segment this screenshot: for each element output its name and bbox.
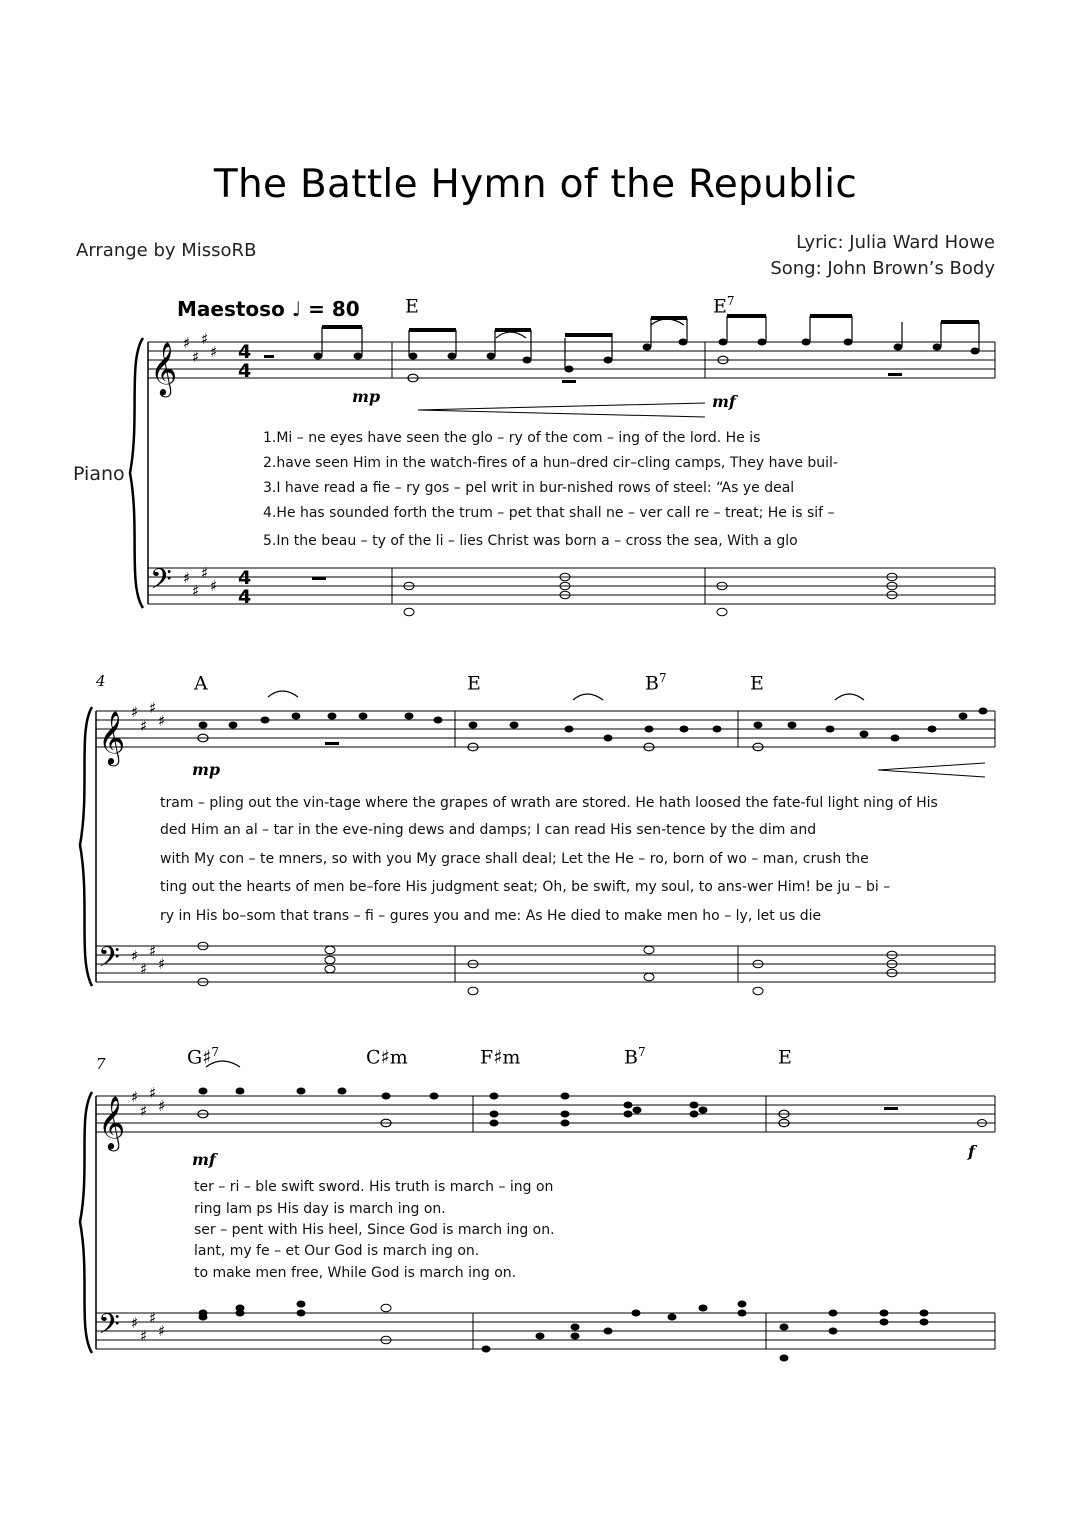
svg-text:♯: ♯ bbox=[158, 955, 166, 973]
svg-text:♯: ♯ bbox=[140, 1102, 148, 1120]
key-signature bbox=[131, 330, 220, 1345]
chord-symbol: E bbox=[778, 1046, 792, 1069]
half-notes bbox=[198, 356, 789, 1127]
staff-treble-system3 bbox=[96, 1096, 995, 1132]
svg-text:♯: ♯ bbox=[158, 1322, 166, 1340]
svg-text:♯: ♯ bbox=[131, 703, 139, 721]
chord-symbol: $E^7$ bbox=[713, 294, 735, 318]
lyric-line: 1.Mi – ne eyes have seen the glo – ry of the com – ing of the lord. He is bbox=[263, 430, 761, 446]
crescendo-hairpin bbox=[878, 763, 985, 777]
staff-bass-system2 bbox=[96, 946, 995, 982]
dynamic-marking: mf bbox=[192, 1150, 216, 1169]
chord-symbol: F♯m bbox=[480, 1046, 521, 1069]
svg-text:♯: ♯ bbox=[149, 942, 157, 960]
lyric-line: to make men free, While God is march ing on. bbox=[194, 1265, 517, 1281]
rests bbox=[264, 355, 902, 1110]
chord-symbol: E bbox=[750, 672, 764, 695]
measure-number: 4 bbox=[96, 672, 106, 690]
treble-clef-icon: 𝄞 bbox=[150, 341, 178, 395]
chord-symbol: E bbox=[467, 672, 481, 695]
bass-notes bbox=[198, 573, 929, 1361]
svg-text:♯: ♯ bbox=[131, 1088, 139, 1106]
svg-text:♯: ♯ bbox=[131, 947, 139, 965]
lyric-line: ser – pent with His heel, Since God is march ing on. bbox=[194, 1222, 555, 1238]
svg-text:♯: ♯ bbox=[131, 1314, 139, 1332]
svg-text:♯: ♯ bbox=[149, 699, 157, 717]
brace-icon bbox=[80, 1092, 92, 1353]
svg-text:4: 4 bbox=[238, 341, 252, 363]
staff-bass-system3 bbox=[96, 1313, 995, 1349]
svg-text:♯: ♯ bbox=[158, 712, 166, 730]
page-title: The Battle Hymn of the Republic bbox=[213, 162, 858, 207]
svg-text:♯: ♯ bbox=[149, 1309, 157, 1327]
dynamic-marking: mf bbox=[712, 392, 736, 411]
brace-icon bbox=[130, 338, 143, 608]
svg-text:♯: ♯ bbox=[210, 343, 218, 361]
crescendo-hairpin bbox=[418, 403, 705, 417]
lyric-line: lant, my fe – et Our God is march ing on. bbox=[194, 1243, 480, 1259]
staff-treble-system2 bbox=[96, 711, 995, 747]
dynamic-marking: mp bbox=[192, 760, 221, 779]
lyric-line: 4.He has sounded forth the trum – pet that shall ne – ver call re – treat; He is sif – bbox=[263, 505, 835, 521]
lyric-line: 3.I have read a fie – ry gos – pel writ in bur-nished rows of steel: “As ye deal bbox=[263, 480, 795, 496]
lyric-line: ded Him an al – tar in the eve-ning dews and damps; I can read His sen-tence by the dim and bbox=[160, 822, 817, 838]
dynamic-marking: f bbox=[968, 1142, 975, 1161]
chord-symbol: E bbox=[405, 295, 419, 318]
svg-text:♯: ♯ bbox=[140, 717, 148, 735]
svg-text:♯: ♯ bbox=[183, 569, 191, 587]
svg-text:♯: ♯ bbox=[201, 564, 209, 582]
chord-symbol: $B^7$ bbox=[645, 671, 667, 695]
chord-symbol: $B^7$ bbox=[624, 1045, 646, 1069]
brace-icon bbox=[80, 707, 92, 986]
bass-clef-icon: 𝄢 bbox=[98, 941, 120, 981]
svg-text:♯: ♯ bbox=[192, 348, 200, 366]
lyric-line: ting out the hearts of men be–fore His judgment seat; Oh, be swift, my soul, to ans-wer Him! be ju – bi – bbox=[160, 879, 891, 895]
staff-bass-system1 bbox=[148, 568, 995, 604]
svg-text:♯: ♯ bbox=[192, 582, 200, 600]
lyric-line: ring lam ps His day is march ing on. bbox=[194, 1201, 446, 1217]
chord-symbol: C♯m bbox=[366, 1046, 408, 1069]
svg-text:♯: ♯ bbox=[210, 577, 218, 595]
lyricist-credit: Lyric: Julia Ward Howe bbox=[796, 232, 995, 253]
lyric-line: tram – pling out the vin-tage where the grapes of wrath are stored. He hath loosed the fate-ful light ning of His bbox=[160, 795, 938, 811]
dynamic-marking: mp bbox=[352, 387, 381, 406]
bass-clef-icon: 𝄢 bbox=[98, 1308, 120, 1348]
lyric-line: 5.In the beau – ty of the li – lies Christ was born a – cross the sea, With a glo bbox=[263, 533, 798, 549]
lyric-line: ter – ri – ble swift sword. His truth is march – ing on bbox=[194, 1179, 554, 1195]
treble-clef-icon: 𝄞 bbox=[98, 1095, 126, 1149]
svg-text:♯: ♯ bbox=[149, 1084, 157, 1102]
svg-text:♯: ♯ bbox=[158, 1097, 166, 1115]
song-credit: Song: John Brown’s Body bbox=[770, 258, 995, 279]
treble-notes bbox=[199, 339, 988, 1127]
lyric-line: ry in His bo–som that trans – fi – gures you and me: As He died to make men ho – ly, let us die bbox=[160, 908, 822, 924]
svg-text:4: 4 bbox=[238, 360, 252, 382]
instrument-label: Piano bbox=[73, 463, 125, 485]
svg-text:♯: ♯ bbox=[183, 334, 191, 352]
svg-text:4: 4 bbox=[238, 586, 252, 608]
time-signature bbox=[238, 341, 251, 608]
chord-symbol: A bbox=[194, 672, 208, 695]
chord-symbol: G♯$^7$ bbox=[187, 1045, 220, 1069]
tempo-marking: Maestoso ♩ = 80 bbox=[177, 297, 360, 321]
svg-text:♯: ♯ bbox=[201, 330, 209, 348]
svg-text:♯: ♯ bbox=[140, 960, 148, 978]
measure-number: 7 bbox=[96, 1055, 106, 1073]
lyric-line: 2.have seen Him in the watch-fires of a hun–dred cir–cling camps, They have buil- bbox=[263, 455, 838, 471]
svg-text:♯: ♯ bbox=[140, 1327, 148, 1345]
svg-text:4: 4 bbox=[238, 567, 252, 589]
staff-treble-system1 bbox=[148, 342, 995, 378]
bass-clef-icon: 𝄢 bbox=[150, 563, 172, 603]
lyric-line: with My con – te mners, so with you My grace shall deal; Let the He – ro, born of wo – man, crush the bbox=[160, 851, 869, 867]
arranger-credit: Arrange by MissoRB bbox=[76, 240, 257, 261]
treble-clef-icon: 𝄞 bbox=[98, 710, 126, 764]
